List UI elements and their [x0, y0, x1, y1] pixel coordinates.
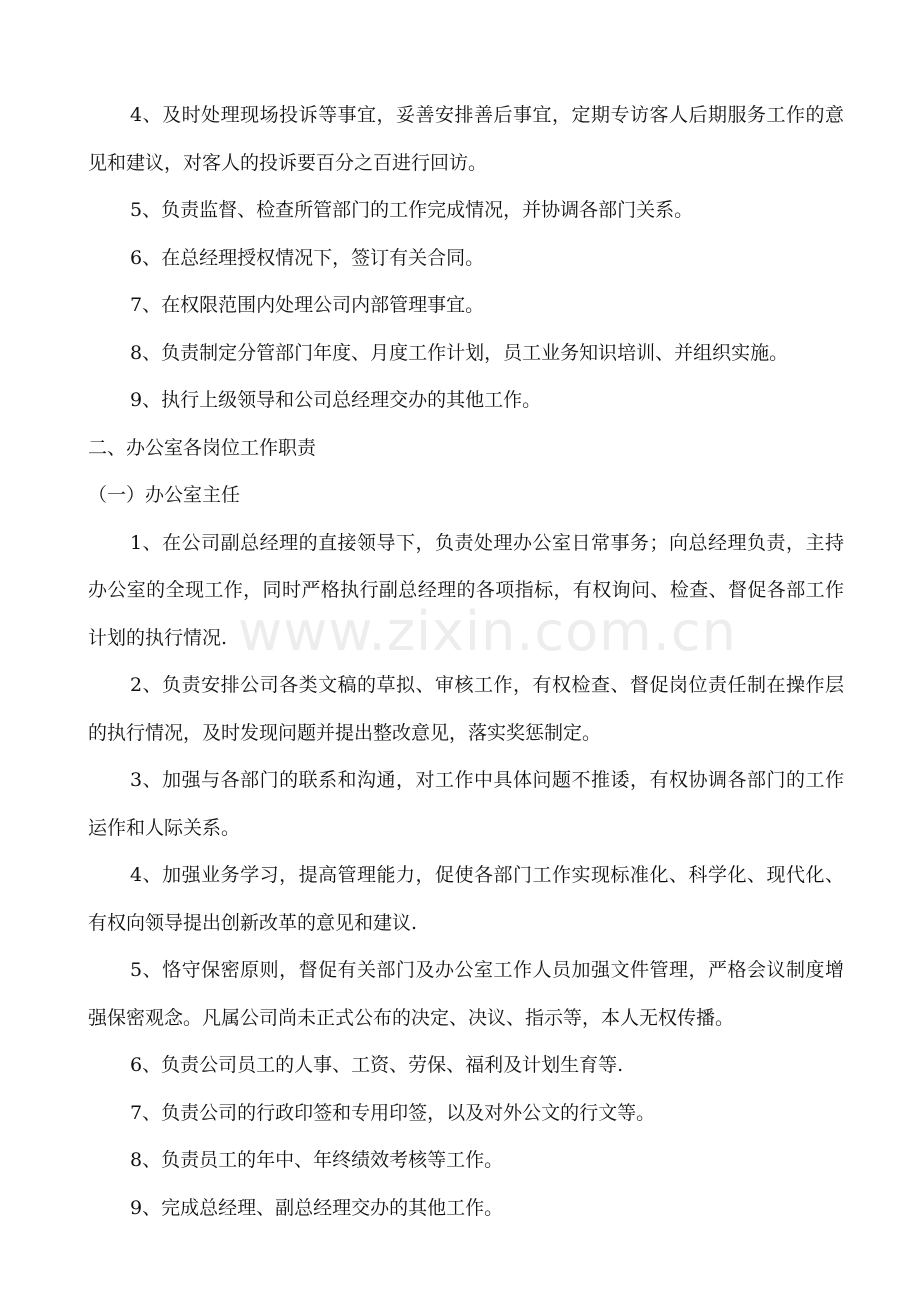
paragraph-office-duty-3: 3、加强与各部门的联系和沟通，对工作中具体问题不推诿，有权协调各部门的工作运作和人际关系。	[88, 769, 844, 839]
section-heading: 二、办公室各岗位工作职责	[88, 436, 317, 459]
site-watermark: www.zixin.com.cn	[238, 600, 737, 663]
paragraph-office-duty-4: 4、加强业务学习，提高管理能力，促使各部门工作实现标准化、科学化、现代化、有权向领导提出创新改革的意见和建议.	[88, 864, 844, 934]
paragraph-office-duty-5: 5、恪守保密原则，督促有关部门及办公室工作人员加强文件管理，严格会议制度增强保密观念。凡属公司尚未正式公布的决定、决议、指示等，本人无权传播。	[88, 959, 844, 1029]
paragraph-duty-4: 4、及时处理现场投诉等事宜，妥善安排善后事宜，定期专访客人后期服务工作的意见和建议，对客人的投诉要百分之百进行回访。	[88, 104, 844, 174]
paragraph-office-duty-7: 7、负责公司的行政印签和专用印签，以及对外公文的行文等。	[130, 1101, 656, 1124]
paragraph-office-duty-1: 1、在公司副总经理的直接领导下，负责处理办公室日常事务；向总经理负责，主持办公室的全现工作，同时严格执行副总经理的各项指标，有权询问、检查、督促各部工作计划的执行情况.	[88, 531, 844, 649]
paragraph-office-duty-2: 2、负责安排公司各类文稿的草拟、审核工作，有权检查、督促岗位责任制在操作层的执行情况，及时发现问题并提出整改意见，落实奖惩制定。	[88, 674, 844, 744]
paragraph-duty-7: 7、在权限范围内处理公司内部管理事宜。	[130, 294, 485, 316]
paragraph-duty-6: 6、在总经理授权情况下，签订有关合同。	[130, 246, 485, 269]
paragraph-duty-5: 5、负责监督、检查所管部门的工作完成情况，并协调各部门关系。	[130, 199, 694, 221]
document-body	[88, 92, 844, 1232]
paragraph-office-duty-9: 9、完成总经理、副总经理交办的其他工作。	[130, 1196, 504, 1219]
paragraph-office-duty-6: 6、负责公司员工的人事、工资、劳保、福利及计划生育等.	[130, 1054, 624, 1076]
paragraph-duty-8: 8、负责制定分管部门年度、月度工作计划，员工业务知识培训、并组织实施。	[130, 341, 789, 364]
paragraph-duty-9: 9、执行上级领导和公司总经理交办的其他工作。	[130, 389, 542, 411]
paragraph-office-duty-8: 8、负责员工的年中、年终绩效考核等工作。	[130, 1149, 504, 1171]
subsection-heading: （一）办公室主任	[88, 484, 241, 506]
